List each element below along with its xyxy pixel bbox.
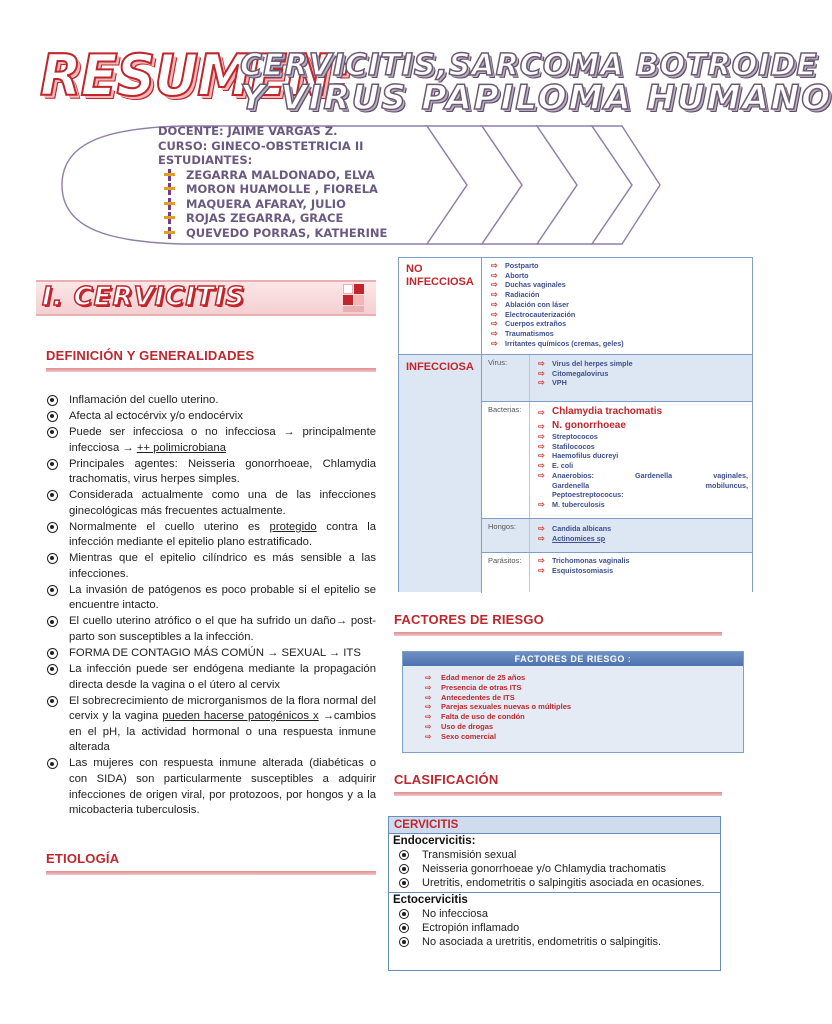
list-item: ⇨ Streptococos bbox=[538, 432, 598, 441]
list-item: ⇨ VPH bbox=[538, 378, 567, 388]
list-item: El cuello uterino atrófico o el que ha sufrido un daño→ post-parto son susceptibles a la infección. bbox=[46, 614, 376, 645]
bacterias-list bbox=[538, 405, 748, 510]
bacterias-cell bbox=[482, 401, 752, 518]
bullet-icon bbox=[47, 395, 58, 406]
pushpin-icon bbox=[164, 183, 176, 195]
list-item: No asociada a uretritis, endometritis o salpingitis. bbox=[398, 935, 716, 949]
endocervicitis-list bbox=[389, 848, 720, 890]
arrow-icon: ⇨ bbox=[538, 533, 545, 543]
risk-factors-box bbox=[402, 651, 744, 753]
arrow-icon: ⇨ bbox=[538, 556, 545, 565]
bullet-icon bbox=[47, 664, 58, 675]
student-item: MORON HUAMOLLE , FIORELA bbox=[158, 182, 387, 197]
list-item: ⇨ Parejas sexuales nuevas o múltiples bbox=[425, 702, 572, 712]
list-item: ⇨ Uso de drogas bbox=[425, 721, 494, 731]
list-item: La invasión de patógenos es poco probable si el epitelio se encuentre intacto. bbox=[46, 583, 376, 614]
bullet-icon bbox=[47, 616, 58, 627]
no-infecciosa-row bbox=[399, 258, 752, 355]
student-item: MAQUERA AFARAY, JULIO bbox=[158, 197, 387, 212]
list-item: Ectropión inflamado bbox=[398, 921, 716, 935]
docente-line: DOCENTE: JAIME VARGAS Z. bbox=[158, 124, 338, 138]
bullet-icon bbox=[399, 923, 409, 933]
list-item: ⇨ Trichomonas vaginalis bbox=[538, 556, 630, 565]
author-banner bbox=[32, 110, 682, 260]
virus-label: Virus: bbox=[488, 358, 508, 367]
student-item: ZEGARRA MALDONADO, ELVA bbox=[158, 168, 387, 183]
cell-divider bbox=[529, 402, 530, 518]
bullet-icon bbox=[399, 864, 409, 874]
list-item: Gardenella mobiluncus, bbox=[552, 480, 748, 490]
pushpin-icon bbox=[164, 169, 176, 181]
bullet-icon bbox=[399, 850, 409, 860]
list-item: FORMA DE CONTAGIO MÁS COMÚN → SEXUAL → ITS bbox=[46, 646, 376, 662]
arrow-icon: ⇨ bbox=[538, 461, 545, 471]
list-item: ⇨ Edad menor de 25 años bbox=[425, 673, 526, 682]
arrow-icon: ⇨ bbox=[491, 319, 498, 329]
etiology-table bbox=[398, 257, 753, 592]
decor-square bbox=[343, 284, 353, 294]
bullet-icon bbox=[47, 427, 58, 438]
list-item: No infecciosa bbox=[398, 907, 716, 921]
bullet-icon bbox=[399, 878, 409, 888]
list-item: La infección puede ser endógena mediante la propagación directa desde la vagina o el útero al cervix bbox=[46, 662, 376, 693]
decor-square bbox=[354, 295, 364, 305]
list-item: ⇨ Sexo comercial bbox=[425, 731, 497, 741]
list-item: ⇨ Ablación con láser bbox=[491, 299, 569, 309]
list-item: Peptoestreptococus: bbox=[552, 490, 624, 500]
arrow-icon: ⇨ bbox=[538, 359, 545, 368]
bullet-icon bbox=[47, 585, 58, 596]
list-item: El sobrecrecimiento de microrganismos de la flora normal del cervix y la vagina pueden hacerse patogénicos x →cambios en el pH, la actividad hormonal o una respuesta inmune alterada bbox=[46, 694, 376, 756]
bullet-icon bbox=[47, 411, 58, 422]
ectocervicitis-list bbox=[389, 907, 720, 949]
student-item: QUEVEDO PORRAS, KATHERINE bbox=[158, 226, 387, 241]
parasitos-label: Parásitos: bbox=[488, 556, 522, 565]
table-column-divider bbox=[481, 258, 482, 593]
arrow-icon: ⇨ bbox=[425, 721, 432, 731]
list-item: ⇨ Presencia de otras ITS bbox=[425, 682, 522, 692]
list-item: Transmisión sexual bbox=[398, 848, 716, 862]
list-item: ⇨ Traumatismos bbox=[491, 328, 554, 338]
classification-box-title: CERVICITIS bbox=[389, 817, 720, 834]
arrow-icon: ⇨ bbox=[538, 378, 545, 388]
definicion-heading: DEFINICIÓN Y GENERALIDADES bbox=[46, 348, 255, 363]
pushpin-icon bbox=[164, 198, 176, 210]
parasitos-list bbox=[538, 556, 630, 575]
risk-box-title: FACTORES DE RIESGO : bbox=[403, 652, 743, 666]
list-item: ⇨ Anaerobios: Gardenella vaginales, bbox=[538, 470, 748, 480]
list-item: Principales agentes: Neisseria gonorrhoeae, Chlamydia trachomatis, virus herpes simples. bbox=[46, 457, 376, 488]
arrow-icon: ⇨ bbox=[425, 712, 432, 722]
ectocervicitis-label: Ectocervicitis bbox=[393, 894, 468, 906]
arrow-icon: ⇨ bbox=[425, 731, 432, 741]
parasitos-cell bbox=[482, 552, 752, 592]
estudiantes-label: ESTUDIANTES: bbox=[158, 153, 253, 167]
bullet-icon bbox=[47, 490, 58, 501]
arrow-icon: ⇨ bbox=[425, 682, 432, 692]
list-item: Las mujeres con respuesta inmune alterada (diabéticas o con SIDA) son particularmente susceptibles a adquirir infecciones de origen viral, por protozoos, por hongos y a la micobacteria tuberculosis. bbox=[46, 756, 376, 818]
arrow-icon: ⇨ bbox=[491, 270, 498, 280]
arrow-icon: ⇨ bbox=[538, 421, 545, 431]
list-item: Normalmente el cuello uterino es protegido contra la infección mediante el epitelio plano estratificado. bbox=[46, 520, 376, 551]
no-infecciosa-list bbox=[491, 261, 624, 348]
heading-underline bbox=[394, 792, 722, 796]
heading-underline bbox=[394, 632, 722, 636]
list-item: ⇨ Antecedentes de ITS bbox=[425, 692, 515, 702]
resumen-title: RESUMEN: bbox=[40, 42, 351, 109]
cell-divider bbox=[529, 519, 530, 552]
clasificacion-heading: CLASIFICACIÓN bbox=[394, 772, 499, 787]
list-item: ⇨ Falta de uso de condón bbox=[425, 712, 525, 722]
list-item: ⇨ Radiación bbox=[491, 290, 540, 300]
list-item: Neisseria gonorrhoeae y/o Chlamydia trachomatis bbox=[398, 862, 716, 876]
arrow-icon: ⇨ bbox=[425, 692, 432, 702]
arrow-icon: ⇨ bbox=[538, 451, 545, 461]
etiologia-heading: ETIOLOGÍA bbox=[46, 851, 120, 866]
definicion-list bbox=[46, 393, 376, 819]
bullet-icon bbox=[47, 758, 58, 769]
pushpin-icon bbox=[164, 227, 176, 239]
subtitle-line-2: Y VIRUS PAPILOMA HUMANO bbox=[240, 78, 832, 118]
list-item: ⇨ Electrocauterización bbox=[491, 309, 576, 319]
list-item: Uretritis, endometritis o salpingitis asociada en ocasiones. bbox=[398, 876, 716, 890]
list-item: ⇨ E. coli bbox=[538, 461, 574, 471]
cell-divider bbox=[529, 355, 530, 401]
virus-list bbox=[538, 359, 633, 388]
risk-list bbox=[425, 673, 571, 742]
arrow-icon: ⇨ bbox=[538, 565, 545, 575]
arrow-icon: ⇨ bbox=[538, 441, 545, 451]
list-item: ⇨ Esquistosomiasis bbox=[538, 565, 614, 575]
hongos-list bbox=[538, 524, 611, 543]
arrow-icon: ⇨ bbox=[538, 470, 545, 480]
factores-heading: FACTORES DE RIESGO bbox=[394, 612, 544, 627]
subtitle-line-1: CERVICITIS,SARCOMA BOTROIDE bbox=[240, 48, 818, 83]
list-item: Considerada actualmente como una de las infecciones ginecológicas más frecuentes actualmente. bbox=[46, 488, 376, 519]
bullet-icon bbox=[47, 459, 58, 470]
endocervicitis-label: Endocervicitis: bbox=[393, 835, 476, 847]
no-infecciosa-label: NO INFECCIOSA bbox=[406, 263, 474, 288]
list-item: ⇨ Citomegalovirus bbox=[538, 368, 609, 378]
list-item: ⇨ Virus del herpes simple bbox=[538, 359, 633, 368]
list-item: ⇨ Cuerpos extraños bbox=[491, 319, 567, 329]
list-item: ⇨ Duchas vaginales bbox=[491, 280, 566, 290]
section-title-text: I. CERVICITIS bbox=[42, 282, 246, 312]
hongos-label: Hongos: bbox=[488, 522, 516, 531]
bullet-icon bbox=[47, 522, 58, 533]
infecciosa-row bbox=[399, 355, 752, 592]
cell-divider bbox=[529, 553, 530, 592]
list-item: Inflamación del cuello uterino. bbox=[46, 393, 376, 409]
pushpin-icon bbox=[164, 212, 176, 224]
list-item: ⇨ Chlamydia trachomatis bbox=[538, 405, 748, 419]
bullet-icon bbox=[399, 937, 409, 947]
arrow-icon: ⇨ bbox=[425, 702, 432, 712]
arrow-icon: ⇨ bbox=[538, 368, 545, 378]
arrow-icon: ⇨ bbox=[491, 309, 498, 319]
arrow-icon: ⇨ bbox=[491, 290, 498, 300]
arrow-icon: ⇨ bbox=[425, 673, 432, 682]
bullet-icon bbox=[47, 696, 58, 707]
arrow-icon: ⇨ bbox=[491, 338, 498, 348]
list-item: Mientras que el epitelio cilíndrico es más sensible a las infecciones. bbox=[46, 551, 376, 582]
list-item: ⇨ Haemofilus ducreyi bbox=[538, 451, 619, 461]
bullet-icon bbox=[399, 909, 409, 919]
decor-square bbox=[354, 284, 364, 294]
list-item: ⇨ Stafilococos bbox=[538, 441, 595, 451]
bacterias-label: Bacterias: bbox=[488, 405, 522, 414]
arrow-icon: ⇨ bbox=[538, 432, 545, 441]
list-item: Afecta al ectocérvix y/o endocérvix bbox=[46, 409, 376, 425]
curso-line: CURSO: GINECO-OBSTETRICIA II bbox=[158, 138, 364, 153]
virus-cell bbox=[482, 355, 752, 401]
list-item: ⇨ Candida albicans bbox=[538, 524, 612, 533]
arrow-icon: ⇨ bbox=[491, 328, 498, 338]
infecciosa-label: INFECCIOSA bbox=[406, 361, 474, 373]
banner-text bbox=[158, 124, 387, 240]
bullet-icon bbox=[47, 648, 58, 659]
arrow-icon: ⇨ bbox=[538, 408, 545, 417]
arrow-icon: ⇨ bbox=[491, 280, 498, 290]
list-item: ⇨ Actinomices sp bbox=[538, 533, 606, 543]
decor-square bbox=[343, 306, 364, 312]
list-item: ⇨ N. gonorrhoeae bbox=[538, 419, 748, 433]
bullet-icon bbox=[47, 553, 58, 564]
list-item: ⇨ Postparto bbox=[491, 261, 539, 270]
arrow-icon: ⇨ bbox=[538, 524, 545, 533]
heading-underline bbox=[46, 368, 376, 372]
list-item: ⇨ Irritantes químicos (cremas, geles) bbox=[491, 338, 624, 348]
section-title-cervicitis bbox=[36, 280, 376, 318]
classification-box bbox=[388, 816, 721, 971]
decor-square bbox=[343, 295, 353, 305]
list-item: Puede ser infecciosa o no infecciosa → principalmente infecciosa → ++ polimicrobiana bbox=[46, 425, 376, 456]
arrow-icon: ⇨ bbox=[491, 261, 498, 270]
list-item: ⇨ M. tuberculosis bbox=[538, 499, 605, 509]
student-item: ROJAS ZEGARRA, GRACE bbox=[158, 211, 387, 226]
arrow-icon: ⇨ bbox=[538, 499, 545, 509]
hongos-cell bbox=[482, 518, 752, 552]
arrow-icon: ⇨ bbox=[491, 299, 498, 309]
list-item: ⇨ Aborto bbox=[491, 270, 529, 280]
heading-underline bbox=[46, 871, 376, 875]
